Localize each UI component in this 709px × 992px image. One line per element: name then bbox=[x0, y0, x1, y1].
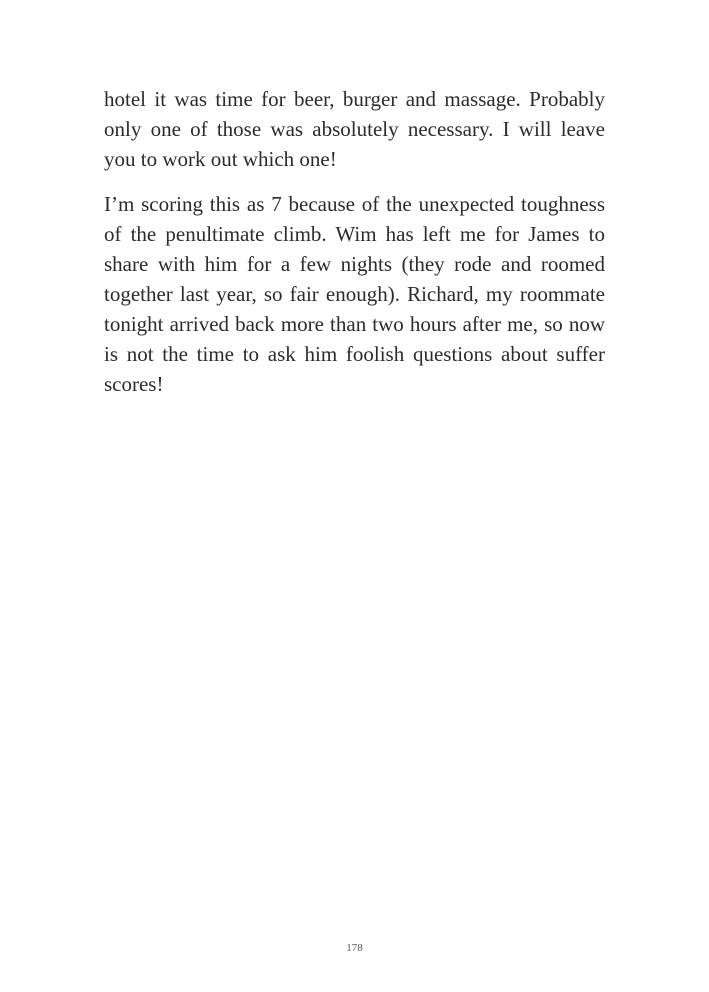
paragraph-2: I’m scoring this as 7 because of the unexpected toughness of the penultimate climb. Wim has left me for James to share with him for a few nights (they rode and roomed together last year, so fair enough). Richard, my roommate tonight arrived back more than two hours after me, so now is not the time to ask him foolish questions about suffer scores! bbox=[104, 192, 605, 396]
paragraph-1: hotel it was time for beer, burger and massage. Probably only one of those was absolutely necessary. I will leave you to work out which one! bbox=[104, 87, 605, 171]
body-text bbox=[104, 84, 605, 414]
page-number: 178 bbox=[346, 942, 363, 954]
